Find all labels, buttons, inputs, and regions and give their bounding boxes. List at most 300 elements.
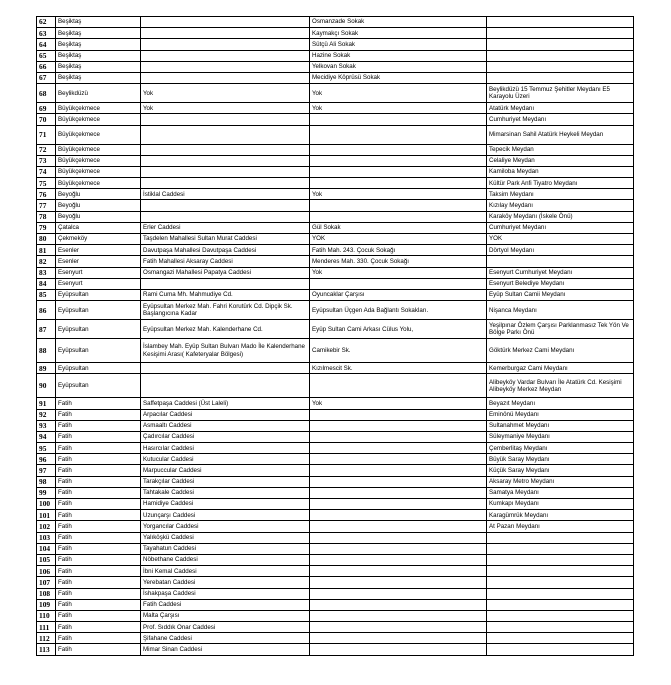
alley-cell [310, 114, 487, 125]
district-cell: Fatih [56, 443, 141, 454]
table-row [37, 84, 634, 103]
alley-cell [310, 178, 487, 189]
street-cell: Taşdelen Mahallesi Sultan Murat Caddesi [141, 234, 310, 245]
table-row [37, 245, 634, 256]
street-cell [141, 125, 310, 144]
street-cell [141, 200, 310, 211]
alley-cell: YOK [310, 234, 487, 245]
district-cell: Büyükçekmece [56, 125, 141, 144]
district-cell: Büyükçekmece [56, 166, 141, 177]
street-cell [141, 278, 310, 289]
alley-cell [310, 644, 487, 655]
row-number: 113 [37, 644, 56, 655]
row-number: 76 [37, 189, 56, 200]
row-number: 78 [37, 211, 56, 222]
square-cell: Kültür Park Anfi Tiyatro Meydanı [487, 178, 634, 189]
locations-table-body [37, 17, 634, 656]
district-cell: Fatih [56, 577, 141, 588]
district-cell: Beyoğlu [56, 211, 141, 222]
row-number: 75 [37, 178, 56, 189]
table-row [37, 487, 634, 498]
square-cell: Atatürk Meydanı [487, 103, 634, 114]
table-row [37, 39, 634, 50]
alley-cell: Mecidiye Köprüsü Sokak [310, 72, 487, 83]
row-number: 67 [37, 72, 56, 83]
square-cell: YOK [487, 234, 634, 245]
district-cell: Fatih [56, 499, 141, 510]
square-cell [487, 577, 634, 588]
square-cell [487, 28, 634, 39]
street-cell [141, 72, 310, 83]
square-cell: Dörtyol Meydanı [487, 245, 634, 256]
district-cell: Büyükçekmece [56, 178, 141, 189]
district-cell: Eyüpsultan [56, 320, 141, 339]
alley-cell: Yok [310, 84, 487, 103]
district-cell: Esenler [56, 256, 141, 267]
alley-cell [310, 532, 487, 543]
square-cell: Cumhuriyet Meydanı [487, 222, 634, 233]
alley-cell: Eyüpsultan Üçgen Ada Bağlantı Sokakları. [310, 301, 487, 320]
table-row [37, 443, 634, 454]
table-row [37, 256, 634, 267]
row-number: 104 [37, 543, 56, 554]
street-cell [141, 61, 310, 72]
street-cell: Yorgancılar Caddesi [141, 521, 310, 532]
table-row [37, 465, 634, 476]
district-cell: Fatih [56, 476, 141, 487]
district-cell: Fatih [56, 622, 141, 633]
district-cell: Fatih [56, 465, 141, 476]
square-cell: Nişanca Meydanı [487, 301, 634, 320]
row-number: 108 [37, 588, 56, 599]
street-cell: Yerebatan Caddesi [141, 577, 310, 588]
square-cell: Yeşilpınar Özlem Çarşısı Parklanmasız Tek Yön Ve Bölge Parkı Önü [487, 320, 634, 339]
table-row [37, 499, 634, 510]
square-cell: Eyüp Sultan Camii Meydanı [487, 289, 634, 300]
district-cell: Esenyurt [56, 267, 141, 278]
square-cell: Göktürk Merkez Cami Meydanı [487, 339, 634, 363]
table-row [37, 633, 634, 644]
table-row [37, 50, 634, 61]
alley-cell [310, 211, 487, 222]
street-cell: Malta Çarşısı [141, 610, 310, 621]
table-row [37, 577, 634, 588]
table-row [37, 103, 634, 114]
alley-cell [310, 155, 487, 166]
table-row [37, 420, 634, 431]
district-cell: Çekmeköy [56, 234, 141, 245]
table-row [37, 320, 634, 339]
square-cell: Samatya Meydanı [487, 487, 634, 498]
district-cell: Fatih [56, 599, 141, 610]
row-number: 90 [37, 374, 56, 398]
row-number: 68 [37, 84, 56, 103]
district-cell: Eyüpsultan [56, 301, 141, 320]
alley-cell: Yelkovan Sokak [310, 61, 487, 72]
row-number: 77 [37, 200, 56, 211]
table-row [37, 189, 634, 200]
district-cell: Fatih [56, 588, 141, 599]
district-cell: Eyüpsultan [56, 339, 141, 363]
street-cell [141, 50, 310, 61]
district-cell: Beşiktaş [56, 72, 141, 83]
street-cell: Çadırcılar Caddesi [141, 431, 310, 442]
alley-cell [310, 420, 487, 431]
street-cell [141, 155, 310, 166]
district-cell: Fatih [56, 633, 141, 644]
square-cell [487, 50, 634, 61]
table-row [37, 61, 634, 72]
alley-cell: Yok [310, 267, 487, 278]
district-cell: Fatih [56, 398, 141, 409]
street-cell [141, 178, 310, 189]
row-number: 79 [37, 222, 56, 233]
table-row [37, 476, 634, 487]
alley-cell: Fatih Mah. 243. Çocuk Sokağı [310, 245, 487, 256]
district-cell: Eyüpsultan [56, 289, 141, 300]
row-number: 100 [37, 499, 56, 510]
table-row [37, 610, 634, 621]
district-cell: Beşiktaş [56, 17, 141, 28]
street-cell [141, 39, 310, 50]
alley-cell [310, 487, 487, 498]
street-cell: Eyüpsultan Merkez Mah. Fahri Korutürk Cd. Dipçik Sk. Başlangıcına Kadar [141, 301, 310, 320]
street-cell [141, 166, 310, 177]
square-cell: Kumkapı Meydanı [487, 499, 634, 510]
alley-cell [310, 374, 487, 398]
row-number: 63 [37, 28, 56, 39]
district-cell: Eyüpsultan [56, 374, 141, 398]
row-number: 94 [37, 431, 56, 442]
street-cell: İstiklal Caddesi [141, 189, 310, 200]
district-cell: Beşiktaş [56, 39, 141, 50]
row-number: 98 [37, 476, 56, 487]
street-cell: Şifahane Caddesi [141, 633, 310, 644]
row-number: 66 [37, 61, 56, 72]
alley-cell [310, 554, 487, 565]
district-cell: Beşiktaş [56, 28, 141, 39]
street-cell: Tarakçılar Caddesi [141, 476, 310, 487]
table-row [37, 339, 634, 363]
alley-cell [310, 633, 487, 644]
alley-cell: Sütçü Ali Sokak [310, 39, 487, 50]
row-number: 89 [37, 363, 56, 374]
street-cell [141, 374, 310, 398]
row-number: 72 [37, 144, 56, 155]
district-cell: Fatih [56, 644, 141, 655]
street-cell: Asmaaltı Caddesi [141, 420, 310, 431]
street-cell: Eyüpsultan Merkez Mah. Kalenderhane Cd. [141, 320, 310, 339]
district-cell: Fatih [56, 454, 141, 465]
row-number: 110 [37, 610, 56, 621]
row-number: 107 [37, 577, 56, 588]
square-cell: Sultanahmet Meydanı [487, 420, 634, 431]
district-cell: Büyükçekmece [56, 114, 141, 125]
alley-cell [310, 144, 487, 155]
alley-cell [310, 588, 487, 599]
alley-cell [310, 543, 487, 554]
table-row [37, 543, 634, 554]
square-cell [487, 588, 634, 599]
table-row [37, 622, 634, 633]
square-cell: Mimarsinan Sahil Atatürk Heykeli Meydan [487, 125, 634, 144]
row-number: 96 [37, 454, 56, 465]
district-cell: Fatih [56, 420, 141, 431]
alley-cell [310, 200, 487, 211]
row-number: 91 [37, 398, 56, 409]
district-cell: Esenyurt [56, 278, 141, 289]
district-cell: Beylikdüzü [56, 84, 141, 103]
street-cell [141, 17, 310, 28]
table-row [37, 166, 634, 177]
row-number: 93 [37, 420, 56, 431]
district-cell: Fatih [56, 409, 141, 420]
alley-cell: Kaymakçı Sokak [310, 28, 487, 39]
square-cell: At Pazarı Meydanı [487, 521, 634, 532]
district-cell: Beyoğlu [56, 189, 141, 200]
row-number: 84 [37, 278, 56, 289]
street-cell [141, 114, 310, 125]
table-row [37, 363, 634, 374]
row-number: 62 [37, 17, 56, 28]
square-cell: Tepecik Meydan [487, 144, 634, 155]
row-number: 64 [37, 39, 56, 50]
table-row [37, 222, 634, 233]
square-cell [487, 554, 634, 565]
street-cell: Mimar Sinan Caddesi [141, 644, 310, 655]
alley-cell: Kızılmescit Sk. [310, 363, 487, 374]
street-cell: Nöbethane Caddesi [141, 554, 310, 565]
row-number: 95 [37, 443, 56, 454]
district-cell: Fatih [56, 510, 141, 521]
square-cell: Aksaray Metro Meydanı [487, 476, 634, 487]
row-number: 71 [37, 125, 56, 144]
alley-cell [310, 125, 487, 144]
locations-table [36, 16, 634, 656]
alley-cell [310, 454, 487, 465]
table-row [37, 374, 634, 398]
square-cell: Karaköy Meydanı (İskele Önü) [487, 211, 634, 222]
table-row [37, 510, 634, 521]
row-number: 65 [37, 50, 56, 61]
row-number: 103 [37, 532, 56, 543]
alley-cell [310, 443, 487, 454]
street-cell: Tayahatun Caddesi [141, 543, 310, 554]
table-row [37, 409, 634, 420]
street-cell [141, 28, 310, 39]
street-cell: Marpuccular Caddesi [141, 465, 310, 476]
district-cell: Fatih [56, 566, 141, 577]
street-cell: Fatih Caddesi [141, 599, 310, 610]
alley-cell: Hazine Sokak [310, 50, 487, 61]
alley-cell [310, 431, 487, 442]
square-cell: Cumhuriyet Meydanı [487, 114, 634, 125]
row-number: 88 [37, 339, 56, 363]
table-row [37, 178, 634, 189]
table-row [37, 144, 634, 155]
square-cell: Büyük Saray Meydanı [487, 454, 634, 465]
alley-cell [310, 599, 487, 610]
alley-cell [310, 610, 487, 621]
square-cell [487, 633, 634, 644]
street-cell: Hasırcılar Caddesi [141, 443, 310, 454]
table-row [37, 234, 634, 245]
row-number: 99 [37, 487, 56, 498]
square-cell: Esenyurt Belediye Meydanı [487, 278, 634, 289]
square-cell [487, 610, 634, 621]
row-number: 102 [37, 521, 56, 532]
alley-cell [310, 465, 487, 476]
square-cell: Çemberlitaş Meydanı [487, 443, 634, 454]
row-number: 73 [37, 155, 56, 166]
alley-cell: Eyüp Sultan Cami Arkası Cülus Yolu, [310, 320, 487, 339]
district-cell: Beşiktaş [56, 61, 141, 72]
table-row [37, 644, 634, 655]
street-cell: İslambey Mah. Eyüp Sultan Bulvarı Mado İle Kalenderhane Kesişimi Arası( Kafeteryalar Bölgesi) [141, 339, 310, 363]
district-cell: Fatih [56, 532, 141, 543]
row-number: 87 [37, 320, 56, 339]
table-row [37, 17, 634, 28]
street-cell [141, 363, 310, 374]
table-row [37, 200, 634, 211]
row-number: 105 [37, 554, 56, 565]
square-cell: Taksim Meydanı [487, 189, 634, 200]
table-row [37, 532, 634, 543]
street-cell: İbni Kemal Caddesi [141, 566, 310, 577]
row-number: 74 [37, 166, 56, 177]
alley-cell [310, 476, 487, 487]
alley-cell [310, 577, 487, 588]
street-cell [141, 211, 310, 222]
table-row [37, 125, 634, 144]
row-number: 69 [37, 103, 56, 114]
alley-cell: Yok [310, 189, 487, 200]
street-cell: Osmangazi Mahallesi Papatya Caddesi [141, 267, 310, 278]
alley-cell: Oyuncaklar Çarşısı [310, 289, 487, 300]
alley-cell: Yok [310, 103, 487, 114]
square-cell [487, 39, 634, 50]
square-cell: Celaliye Meydan [487, 155, 634, 166]
street-cell: Prof. Sıddık Onar Caddesi [141, 622, 310, 633]
table-row [37, 278, 634, 289]
alley-cell: Osmanzade Sokak [310, 17, 487, 28]
table-row [37, 289, 634, 300]
street-cell: Tahtakale Caddesi [141, 487, 310, 498]
district-cell: Büyükçekmece [56, 103, 141, 114]
table-row [37, 521, 634, 532]
district-cell: Beşiktaş [56, 50, 141, 61]
district-cell: Çatalca [56, 222, 141, 233]
street-cell: Yalıköşkü Caddesi [141, 532, 310, 543]
row-number: 83 [37, 267, 56, 278]
street-cell: İshakpaşa Caddesi [141, 588, 310, 599]
square-cell [487, 61, 634, 72]
street-cell: Arpacılar Caddesi [141, 409, 310, 420]
alley-cell [310, 622, 487, 633]
square-cell: Eminönü Meydanı [487, 409, 634, 420]
district-cell: Fatih [56, 543, 141, 554]
street-cell: Kutucular Caddesi [141, 454, 310, 465]
row-number: 81 [37, 245, 56, 256]
table-row [37, 114, 634, 125]
square-cell: Esenyurt Cumhuriyet Meydanı [487, 267, 634, 278]
square-cell: Beyazıt Meydanı [487, 398, 634, 409]
alley-cell [310, 278, 487, 289]
square-cell: Kemerburgaz Cami Meydanı [487, 363, 634, 374]
table-row [37, 554, 634, 565]
square-cell [487, 622, 634, 633]
district-cell: Beyoğlu [56, 200, 141, 211]
street-cell: Hamidiye Caddesi [141, 499, 310, 510]
street-cell: Davutpaşa Mahallesi Davutpaşa Caddesi [141, 245, 310, 256]
district-cell: Esenler [56, 245, 141, 256]
street-cell: Yok [141, 84, 310, 103]
district-cell: Eyüpsultan [56, 363, 141, 374]
square-cell [487, 543, 634, 554]
square-cell [487, 72, 634, 83]
row-number: 109 [37, 599, 56, 610]
alley-cell [310, 510, 487, 521]
square-cell: Kızılay Meydanı [487, 200, 634, 211]
square-cell: Küçük Saray Meydanı [487, 465, 634, 476]
street-cell: Fatih Mahallesi Aksaray Caddesi [141, 256, 310, 267]
square-cell: Karagümrük Meydanı [487, 510, 634, 521]
district-cell: Fatih [56, 554, 141, 565]
alley-cell: Gül Sokak [310, 222, 487, 233]
table-row [37, 588, 634, 599]
street-cell: Erler Caddesi [141, 222, 310, 233]
square-cell: Süleymaniye Meydanı [487, 431, 634, 442]
alley-cell: Camikebir Sk. [310, 339, 487, 363]
row-number: 101 [37, 510, 56, 521]
row-number: 80 [37, 234, 56, 245]
row-number: 70 [37, 114, 56, 125]
row-number: 97 [37, 465, 56, 476]
row-number: 86 [37, 301, 56, 320]
square-cell [487, 532, 634, 543]
street-cell: Saffetpaşa Caddesi (Üst Laleli) [141, 398, 310, 409]
row-number: 112 [37, 633, 56, 644]
row-number: 85 [37, 289, 56, 300]
alley-cell [310, 166, 487, 177]
table-row [37, 301, 634, 320]
district-cell: Fatih [56, 521, 141, 532]
street-cell [141, 144, 310, 155]
table-row [37, 211, 634, 222]
row-number: 111 [37, 622, 56, 633]
table-row [37, 599, 634, 610]
table-row [37, 28, 634, 39]
row-number: 106 [37, 566, 56, 577]
table-row [37, 398, 634, 409]
square-cell: Kamiloba Meydan [487, 166, 634, 177]
street-cell: Yok [141, 103, 310, 114]
district-cell: Fatih [56, 610, 141, 621]
table-row [37, 431, 634, 442]
alley-cell [310, 409, 487, 420]
district-cell: Fatih [56, 487, 141, 498]
square-cell [487, 256, 634, 267]
district-cell: Fatih [56, 431, 141, 442]
alley-cell [310, 499, 487, 510]
alley-cell: Yok [310, 398, 487, 409]
table-row [37, 267, 634, 278]
row-number: 82 [37, 256, 56, 267]
square-cell: Alibeyköy Vardar Bulvarı İle Atatürk Cd. Kesişimi Alibeyköy Merkez Meydan [487, 374, 634, 398]
square-cell [487, 599, 634, 610]
street-cell: Rami Cuma Mh. Mahmudiye Cd. [141, 289, 310, 300]
table-row [37, 72, 634, 83]
